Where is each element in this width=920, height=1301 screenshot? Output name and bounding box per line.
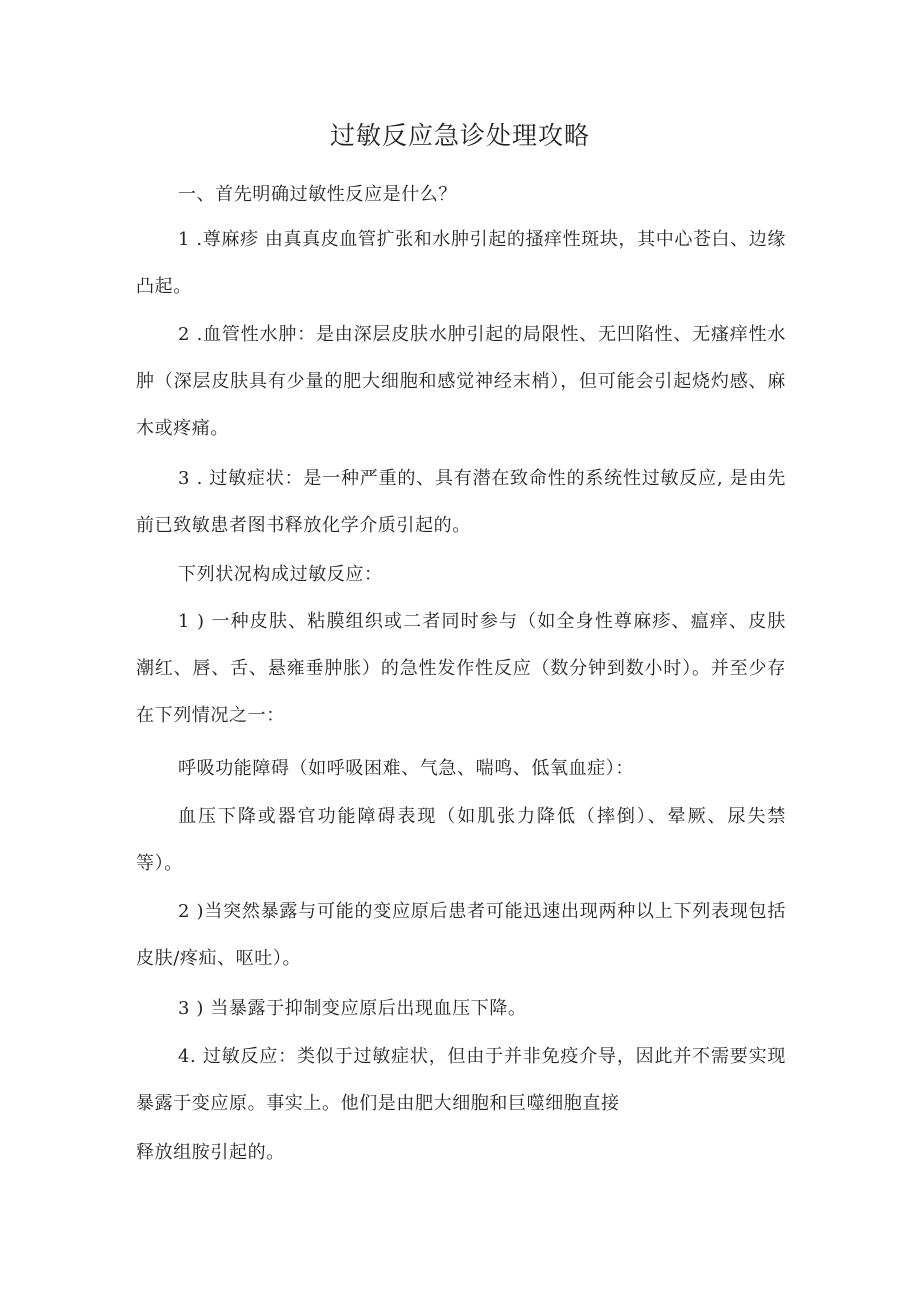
paragraph-urticaria: 1 .尊麻疹 由真真皮血管扩张和水肿引起的搔痒性斑块，其中心苍白、边缘凸起。 — [136, 229, 786, 297]
paragraph-angioedema: 2 .血管性水肿：是由深层皮肤水肿引起的局限性、无凹陷性、无瘙痒性水肿（深层皮肤具有少量的肥大细胞和感觉神经末梢），但可能会引起烧灼感、麻木或疼痛。 — [136, 324, 786, 439]
paragraph-condition-1: 1 ) 一种皮肤、粘膜组织或二者同时参与（如全身性尊麻疹、瘟痒、皮肤潮红、唇、舌、悬雍垂肿胀）的急性发作性反应（数分钟到数小时）。并至少存在下列情况之一： — [136, 611, 786, 726]
paragraph-blood-pressure: 血压下降或器官功能障碍表现（如肌张力降低（摔倒）、晕厥、尿失禁等）。 — [136, 806, 786, 874]
paragraph-anaphylaxis: 3 . 过敏症状：是一种严重的、具有潜在致命性的系统性过敏反应, 是由先前已致敏患者图书释放化学介质引起的。 — [136, 468, 786, 536]
document-title: 过敏反应急诊处理攻略 — [329, 121, 590, 150]
paragraph-respiratory: 呼吸功能障碍（如呼吸困难、气急、喘鸣、低氧血症）： — [178, 758, 634, 779]
paragraph-condition-3: 3 ) 当暴露于抑制变应原后出现血压下降。 — [178, 998, 527, 1019]
section-heading-1: 一、首先明确过敏性反应是什么？ — [178, 184, 457, 205]
paragraph-condition-2: 2 )当突然暴露与可能的变应原后患者可能迅速出现两种以上下列表现包括皮肤/疼疝、呕吐）。 — [136, 901, 786, 969]
paragraph-conditions-intro: 下列状况构成过敏反应： — [178, 564, 383, 585]
paragraph-anaphylactoid-end: 释放组胺引起的。 — [136, 1142, 285, 1163]
paragraph-anaphylactoid: 4. 过敏反应：类似于过敏症状，但由于并非免疫介导，因此并不需要实现暴露于变应原。事实上。他们是由肥大细胞和巨噬细胞直接 — [136, 1046, 786, 1114]
